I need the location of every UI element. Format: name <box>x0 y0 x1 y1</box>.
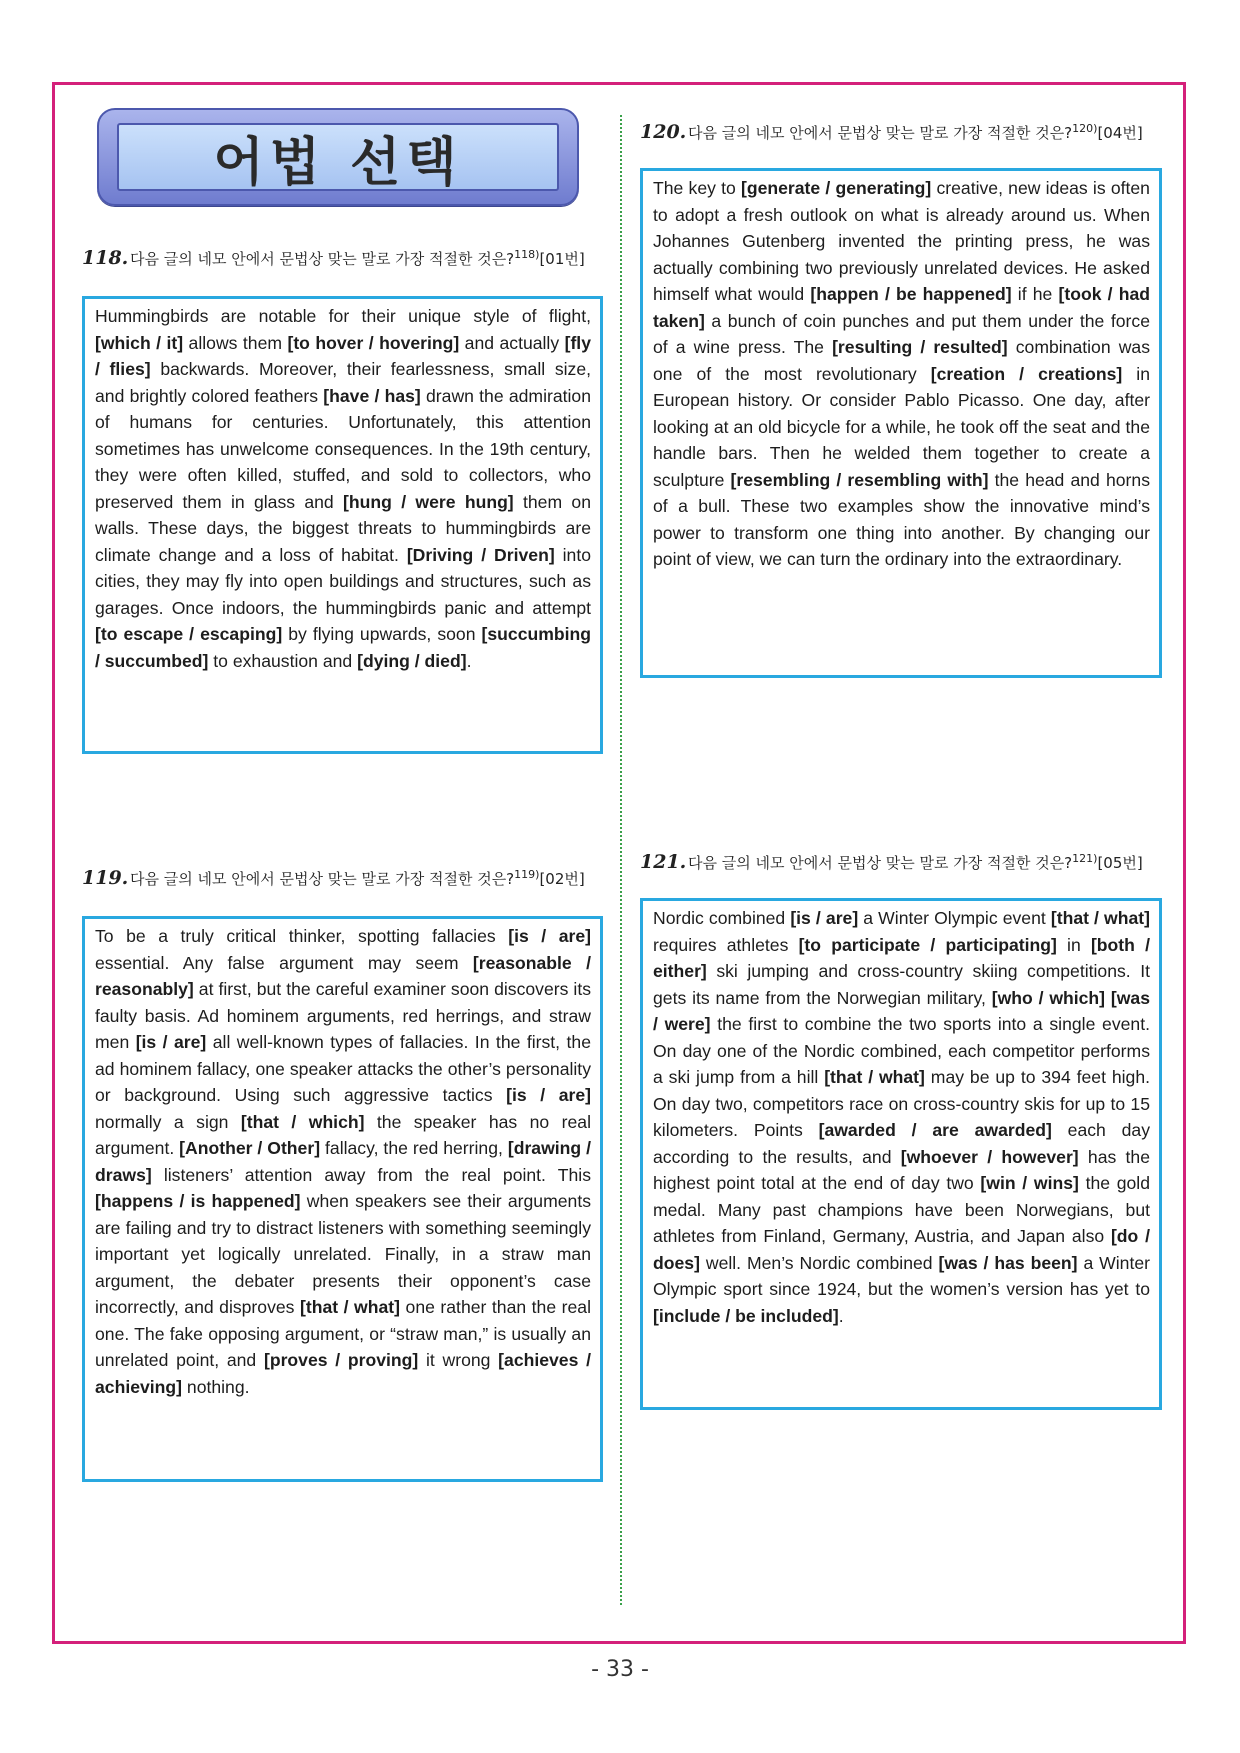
answer-choice: [dying / died] <box>357 650 467 671</box>
answer-choice: [is / are] <box>508 926 591 946</box>
answer-choice: [do / does] <box>653 1226 1150 1273</box>
answer-choice: [succumbing / succumbed] <box>95 624 591 671</box>
answer-choice: [reasonable / reasonably] <box>95 952 591 999</box>
answer-choice: [took / had taken] <box>653 284 1150 331</box>
question-source: [01번] <box>539 250 585 268</box>
answer-choice: [to participate / participating] <box>798 934 1057 955</box>
section-title: 어법 선택 <box>213 132 463 193</box>
question-source: [05번] <box>1097 854 1143 872</box>
answer-choice: [awarded / are awarded] <box>818 1120 1052 1140</box>
answer-choice: [include / be included] <box>653 1305 839 1326</box>
question-instruction: 다음 글의 네모 안에서 문법상 맞는 말로 가장 적절한 것은? <box>688 854 1073 872</box>
answer-choice: [to escape / escaping] <box>95 624 283 644</box>
passage-box-120: The key to [generate / generating] creative, new ideas is often to adopt a fresh outlook on what is already around us. When Johannes Gutenberg invented the printing press, he was actually combining two previously unrelated devices. He asked himself what would [happen / be happened] if he [took / had taken] a bunch of coin punches and put them under the force of a wine press. The [resulting / resulted] combination was one of the most revolutionary [creation / creations] in European history. Or consider Pablo Picasso. One day, after looking at an old bicycle for a while, he took off the seat and the handle bars. Then he welded them together to create a sculpture [resembling / resembling with] the head and horns of a bull. These two examples show the innovative mind’s power to transform one thing into another. By changing our point of view, we can turn the ordinary into the extraordinary. <box>640 168 1162 678</box>
answer-choice: [resembling / resembling with] <box>730 469 989 490</box>
answer-choice: [have / has] <box>323 385 421 406</box>
answer-choice: [whoever / however] <box>900 1146 1079 1167</box>
passage-box-118: Hummingbirds are notable for their unique style of flight, [which / it] allows them [to hover / hovering] and actually [fly / flies] backwards. Moreover, their fearlessness, small size, and brightly colored feathers [have / has] drawn the admiration of humans for centuries. Unfortunately, this attention sometimes has unwelcome consequences. In the 19th century, they were often killed, stuffed, and sold to collectors, who preserved them in glass and [hung / were hung] them on walls. These days, the biggest threats to hummingbirds are climate change and a loss of habitat. [Driving / Driven] into cities, they may fly into open buildings and structures, such as garages. Once indoors, the hummingbirds panic and attempt [to escape / escaping] by flying upwards, soon [succumbing / succumbed] to exhaustion and [dying / died]. <box>82 296 603 754</box>
question-instruction: 다음 글의 네모 안에서 문법상 맞는 말로 가장 적절한 것은? <box>130 870 515 888</box>
answer-choice: [generate / generating] <box>740 178 932 198</box>
answer-choice: [to hover / hovering] <box>287 332 460 353</box>
question-ref: 120) <box>1072 122 1098 135</box>
question-header-119 <box>82 864 652 890</box>
section-banner-inner <box>117 123 559 191</box>
answer-choice: [drawing / draws] <box>95 1138 591 1185</box>
question-ref: 119) <box>514 868 540 881</box>
answer-choice: [was / were] <box>653 987 1151 1034</box>
answer-choice: [that / which] <box>240 1111 365 1132</box>
question-number: 120. <box>640 121 687 143</box>
column-divider <box>620 115 622 1605</box>
answer-choice: [fly / flies] <box>95 332 591 379</box>
answer-choice: [is / are] <box>790 908 859 928</box>
answer-choice: [Driving / Driven] <box>406 544 555 565</box>
answer-choice: [happens / is happened] <box>95 1191 301 1211</box>
answer-choice: [is / are] <box>135 1032 207 1052</box>
answer-choice: [both / either] <box>653 934 1150 981</box>
question-ref: 121) <box>1072 852 1098 865</box>
answer-choice: [creation / creations] <box>930 363 1123 384</box>
question-header-121 <box>640 848 1215 874</box>
answer-choice: [resulting / resulted] <box>832 337 1008 357</box>
answer-choice: [hung / were hung] <box>343 491 514 512</box>
answer-choice: [is / are] <box>506 1085 591 1105</box>
answer-choice: [Another / Other] <box>179 1138 321 1158</box>
question-source: [04번] <box>1097 124 1143 142</box>
question-header-118 <box>82 244 652 270</box>
question-ref: 118) <box>514 248 540 261</box>
answer-choice: [that / what] <box>1050 908 1150 928</box>
question-instruction: 다음 글의 네모 안에서 문법상 맞는 말로 가장 적절한 것은? <box>130 250 515 268</box>
answer-choice: [win / wins] <box>980 1173 1079 1193</box>
page-number: - 33 - <box>591 1657 649 1682</box>
question-source: [02번] <box>539 870 585 888</box>
question-instruction: 다음 글의 네모 안에서 문법상 맞는 말로 가장 적절한 것은? <box>688 124 1073 142</box>
answer-choice: [who / which] <box>991 987 1106 1008</box>
passage-box-119: To be a truly critical thinker, spotting fallacies [is / are] essential. Any false argument may seem [reasonable / reasonably] at first, but the careful examiner soon discovers its faulty basis. Ad hominem arguments, red herrings, and straw men [is / are] all well-known types of fallacies. In the first, the ad hominem fallacy, one speaker attacks the other’s personality or background. Using such aggressive tactics [is / are] normally a sign [that / which] the speaker has no real argument. [Another / Other] fallacy, the red herring, [drawing / draws] listeners’ attention away from the real point. This [happens / is happened] when speakers see their arguments are failing and try to distract listeners with something seemingly important yet logically unrelated. Finally, in a straw man argument, the debater presents their opponent’s case incorrectly, and disproves [that / what] one rather than the real one. The fake opposing argument, or “straw man,” is usually an unrelated point, and [proves / proving] it wrong [achieves / achieving] nothing. <box>82 916 603 1482</box>
answer-choice: [proves / proving] <box>263 1350 419 1370</box>
answer-choice: [happen / be happened] <box>810 284 1012 304</box>
section-banner <box>97 108 579 206</box>
answer-choice: [which / it] <box>95 332 184 353</box>
question-number: 121. <box>640 851 687 873</box>
question-number: 118. <box>82 247 129 269</box>
answer-choice: [that / what] <box>300 1297 400 1317</box>
question-header-120 <box>640 118 1215 144</box>
answer-choice: [was / has been] <box>938 1252 1078 1273</box>
answer-choice: [that / what] <box>824 1067 925 1087</box>
question-number: 119. <box>82 867 129 889</box>
passage-box-121: Nordic combined [is / are] a Winter Olympic event [that / what] requires athletes [to participate / participating] in [both / either] ski jumping and cross-country skiing competitions. It gets its name from the Norwegian military, [who / which] [was / were] the first to combine the two sports into a single event. On day one of the Nordic combined, each competitor performs a ski jump from a hill [that / what] may be up to 394 feet high. On day two, competitors race on cross-country skis for up to 15 kilometers. Points [awarded / are awarded] each day according to the results, and [whoever / however] has the highest point total at the end of day two [win / wins] the gold medal. Many past champions have been Norwegians, but athletes from Finland, Germany, Austria, and Japan also [do / does] well. Men’s Nordic combined [was / has been] a Winter Olympic sport since 1924, but the women’s version has yet to [include / be included]. <box>640 898 1162 1410</box>
answer-choice: [achieves / achieving] <box>95 1350 591 1397</box>
